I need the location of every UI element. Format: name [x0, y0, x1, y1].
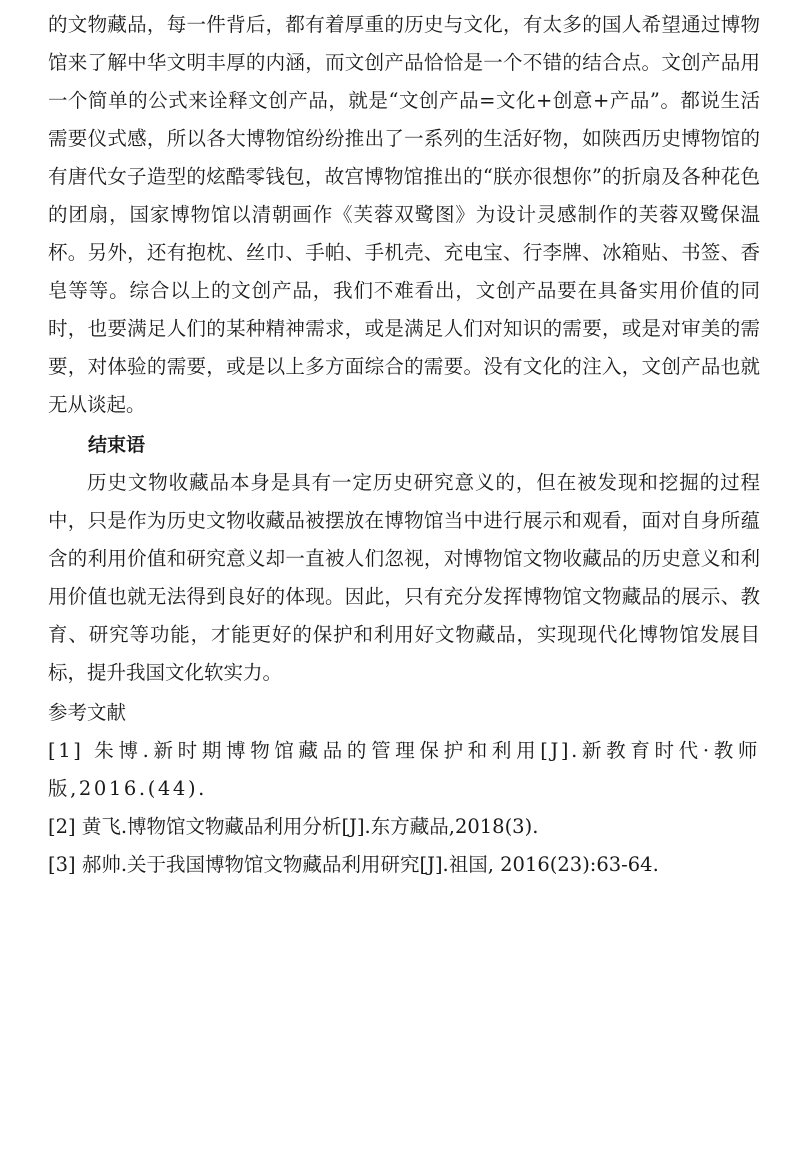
paper-page — [48, 0, 760, 884]
body-paragraph: 的文物藏品，每一件背后，都有着厚重的历史与文化，有太多的国人希望通过博物馆来了解中华文明丰厚的内涵，而文创产品恰恰是一个不错的结合点。文创产品用一个简单的公式来诠释文创产品，就是“文创产品=文化+创意+产品”。都说生活需要仪式感，所以各大博物馆纷纷推出了一系列的生活好物，如陕西历史博物馆的有唐代女子造型的炫酷零钱包，故宫博物馆推出的“朕亦很想你”的折扇及各种花色的团扇，国家博物馆以清朝画作《芙蓉双鹭图》为设计灵感制作的芙蓉双鹭保温杯。另外，还有抱枕、丝巾、手帕、手机壳、充电宝、行李牌、冰箱贴、书签、香皂等等。综合以上的文创产品，我们不难看出，文创产品要在具备实用价值的同时，也要满足人们的某种精神需求，或是满足人们对知识的需要，或是对审美的需要，对体验的需要，或是以上多方面综合的需要。没有文化的注入，文创产品也就无从谈起。 — [48, 13, 760, 416]
reference-item: [3] 郝帅.关于我国博物馆文物藏品利用研究[J].祖国, 2016(23):63-64. — [48, 853, 659, 876]
reference-item: [1] 朱博.新时期博物馆藏品的管理保护和利用[J].新教育时代·教师版,2016.(44). — [48, 739, 760, 800]
references-list — [48, 732, 760, 884]
conclusion-heading: 结束语 — [88, 434, 146, 456]
conclusion-paragraph: 历史文物收藏品本身是具有一定历史研究意义的，但在被发现和挖掘的过程中，只是作为历史文物收藏品被摆放在博物馆当中进行展示和观看，面对自身所蕴含的利用价值和研究意义却一直被人们忽视，对博物馆文物收藏品的历史意义和利用价值也就无法得到良好的体现。因此，只有充分发挥博物馆文物藏品的展示、教育、研究等功能，才能更好的保护和利用好文物藏品，实现现代化博物馆发展目标，提升我国文化软实力。 — [48, 471, 760, 684]
references-title: 参考文献 — [48, 701, 127, 724]
reference-item: [2] 黄飞.博物馆文物藏品利用分析[J].东方藏品,2018(3). — [48, 815, 539, 838]
